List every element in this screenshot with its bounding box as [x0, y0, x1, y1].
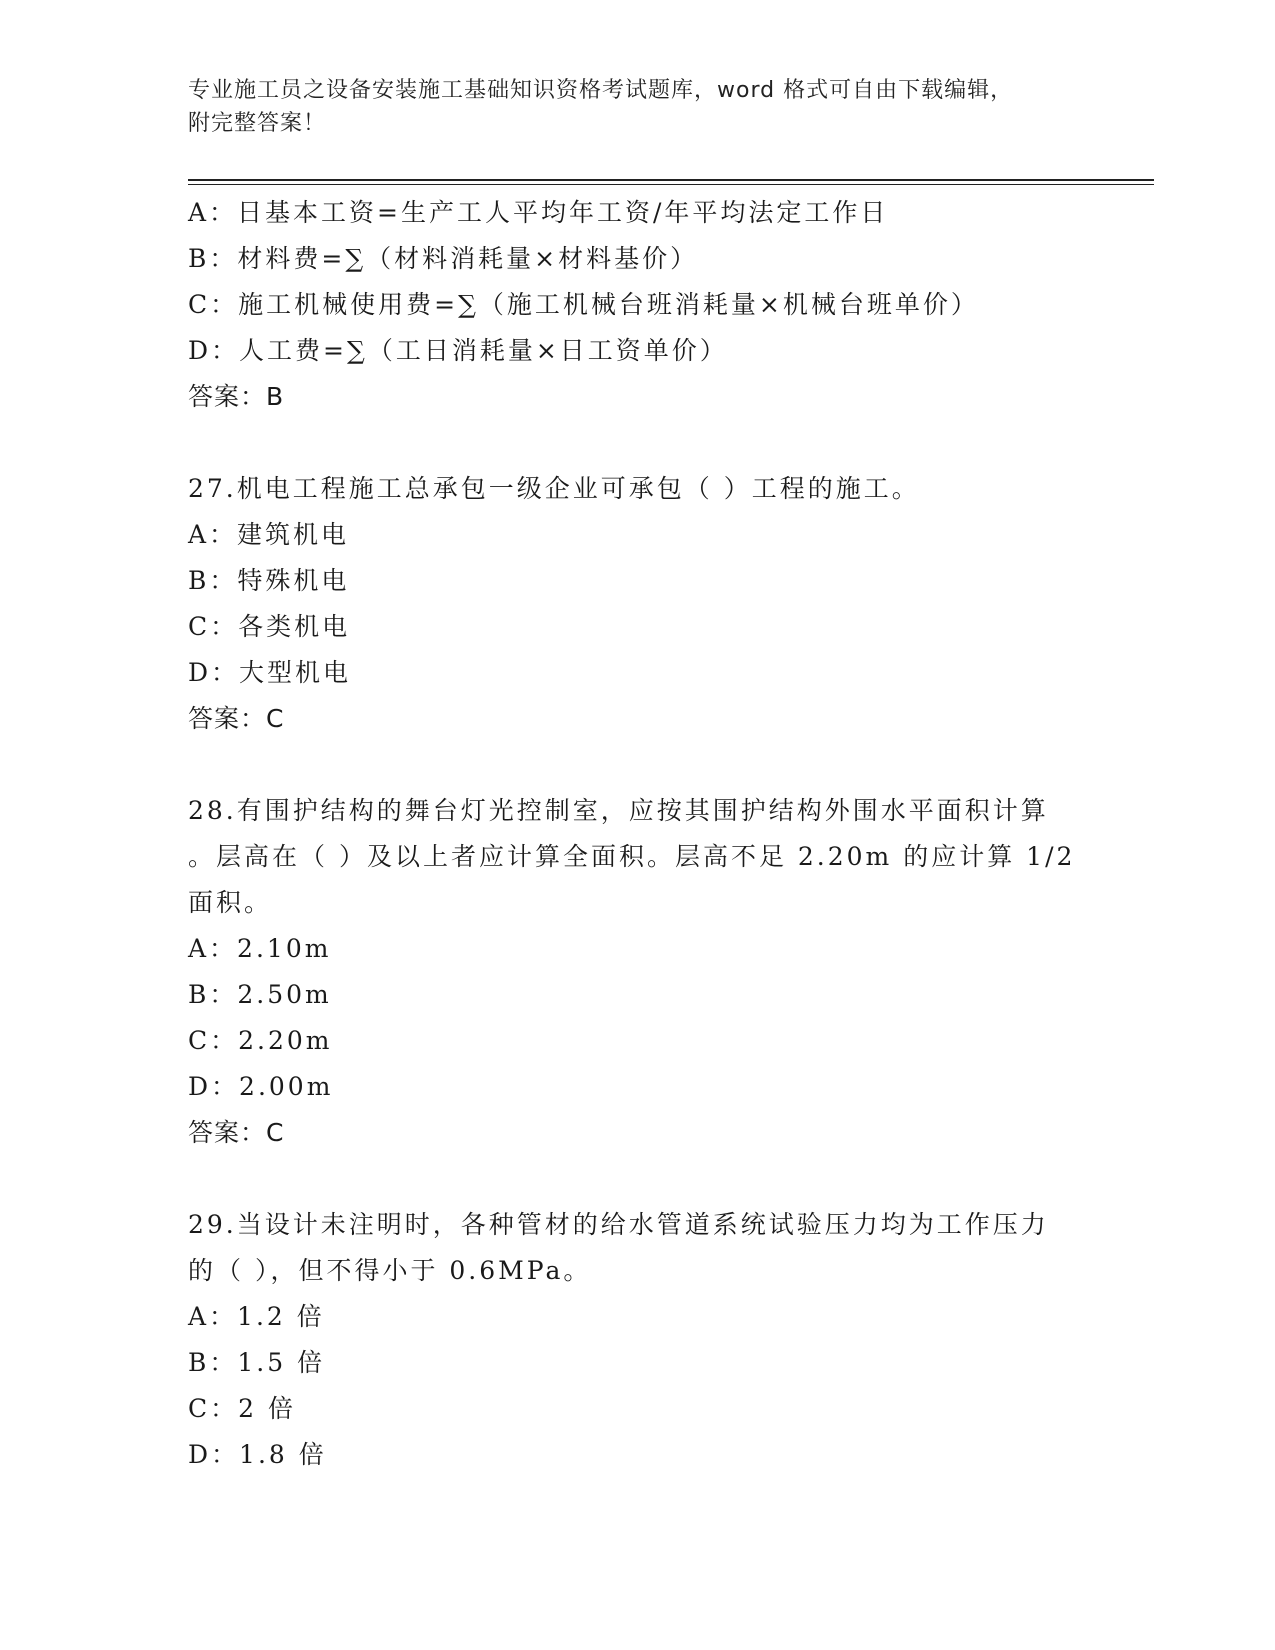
question-29-option-c: C：2 倍: [188, 1394, 296, 1423]
question-27-answer: 答案：C: [188, 704, 285, 733]
header-title-line-2: 附完整答案！: [188, 111, 327, 136]
question-27-option-d: D：大型机电: [188, 658, 352, 687]
question-28-option-d: D：2.00m: [188, 1072, 334, 1101]
question-26-option-b: B：材料费=∑（材料消耗量×材料基价）: [188, 244, 699, 273]
header-title-line-1: 专业施工员之设备安装施工基础知识资格考试题库，word 格式可自由下载编辑，: [188, 78, 1014, 103]
header-divider-thin: [188, 184, 1154, 185]
question-28-block: [188, 788, 1088, 1156]
question-26-block: [188, 190, 1088, 420]
question-29-option-d: D：1.8 倍: [188, 1440, 327, 1469]
question-27-option-c: C：各类机电: [188, 612, 351, 641]
question-26-option-d: D：人工费=∑（工日消耗量×日工资单价）: [188, 336, 728, 365]
question-28-stem-line-1: 28.有围护结构的舞台灯光控制室，应按其围护结构外围水平面积计算: [188, 796, 1049, 825]
question-27-stem: 27.机电工程施工总承包一级企业可承包（ ）工程的施工。: [188, 474, 920, 503]
spacer: [188, 420, 1088, 466]
question-26-option-a: A：日基本工资=生产工人平均年工资/年平均法定工作日: [188, 198, 889, 227]
header-divider-thick: [188, 179, 1154, 181]
question-29-stem-line-1: 29.当设计未注明时，各种管材的给水管道系统试验压力均为工作压力: [188, 1210, 1049, 1239]
question-28-option-a: A：2.10m: [188, 934, 332, 963]
question-28-stem-line-3: 面积。: [188, 888, 273, 917]
question-27-option-b: B：特殊机电: [188, 566, 350, 595]
question-29-stem-line-2: 的（ ），但不得小于 0.6MPa。: [188, 1256, 592, 1285]
question-29-option-b: B：1.5 倍: [188, 1348, 326, 1377]
question-27-block: [188, 466, 1088, 742]
question-26-answer: 答案：B: [188, 382, 285, 411]
question-26-option-c: C：施工机械使用费=∑（施工机械台班消耗量×机械台班单价）: [188, 290, 979, 319]
question-28-option-c: C：2.20m: [188, 1026, 333, 1055]
spacer: [188, 742, 1088, 788]
question-28-option-b: B：2.50m: [188, 980, 332, 1009]
question-27-option-a: A：建筑机电: [188, 520, 350, 549]
spacer: [188, 1156, 1088, 1202]
question-28-answer: 答案：C: [188, 1118, 285, 1147]
question-list: [188, 190, 1088, 1478]
question-29-option-a: A：1.2 倍: [188, 1302, 325, 1331]
question-28-stem-line-2: 。层高在（ ）及以上者应计算全面积。层高不足 2.20m 的应计算 1/2: [188, 842, 1076, 871]
document-header: [188, 74, 1088, 140]
question-29-block: [188, 1202, 1088, 1478]
